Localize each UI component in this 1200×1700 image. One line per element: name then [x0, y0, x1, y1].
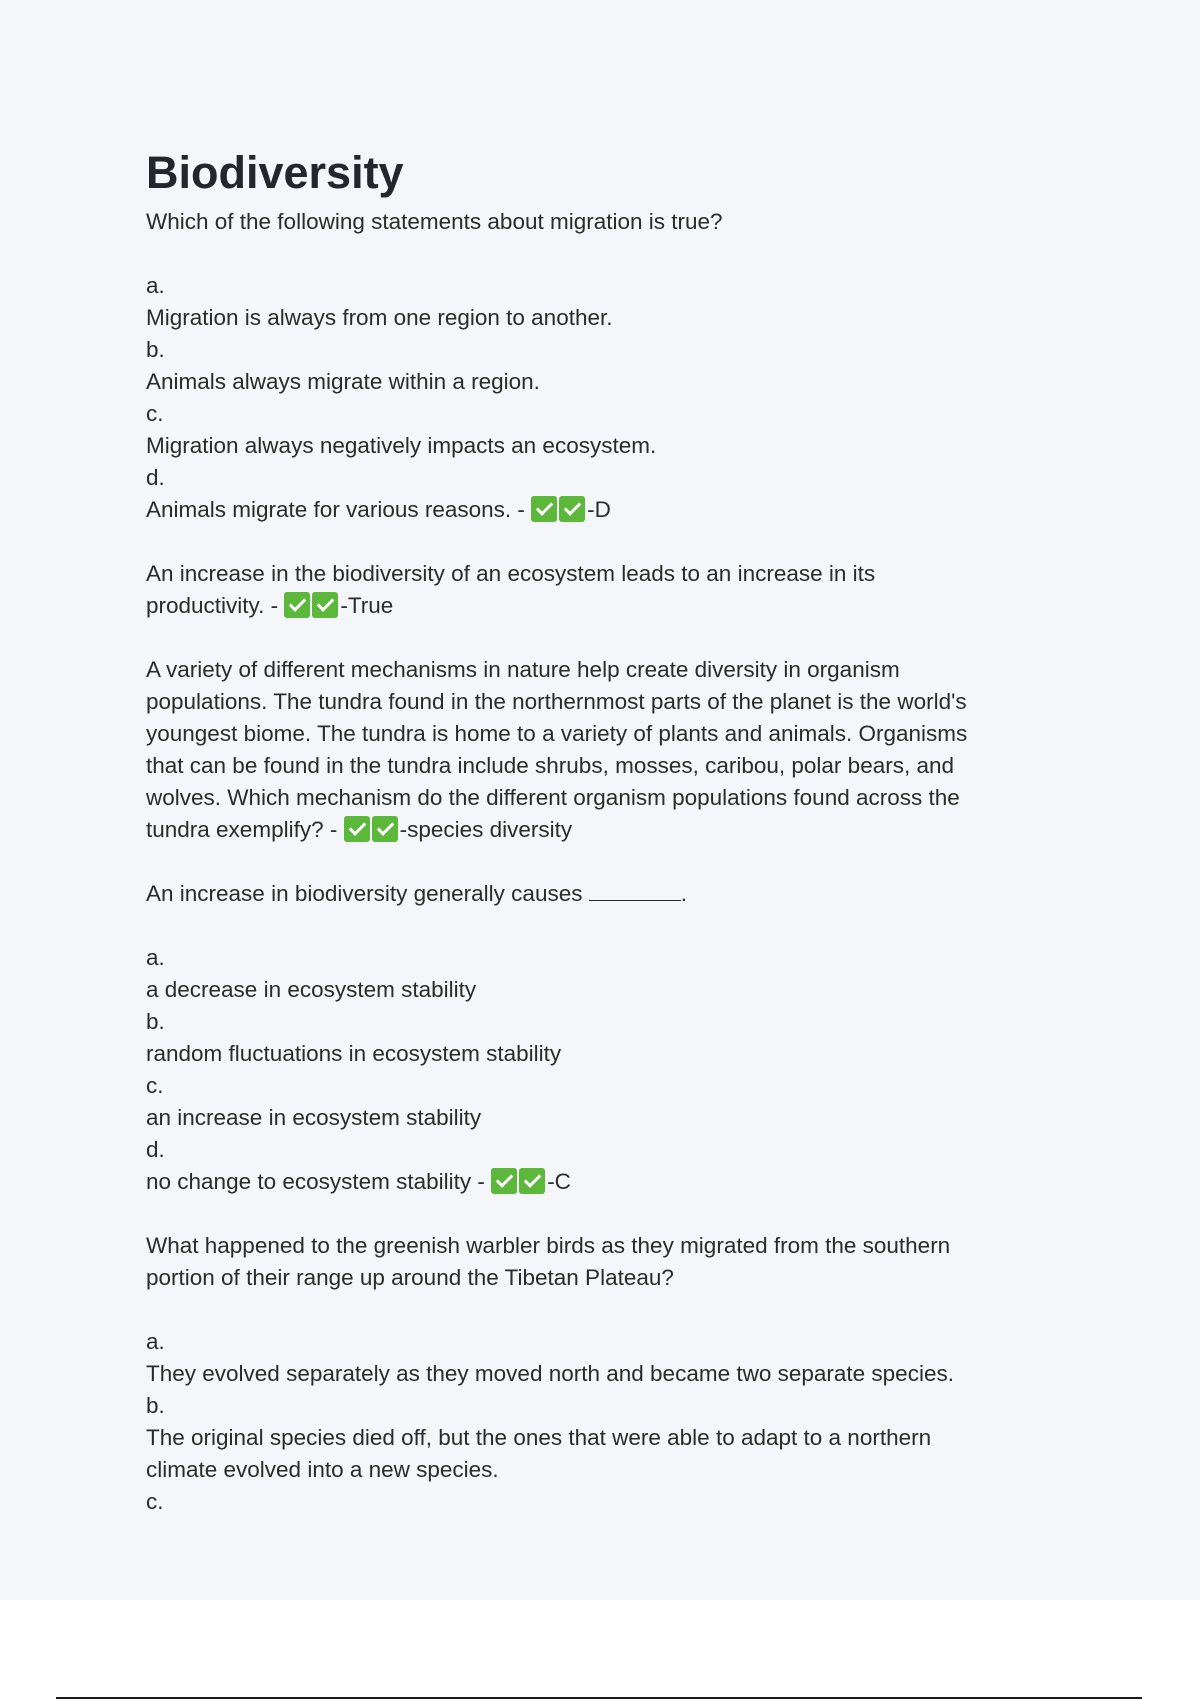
- question-2-line-2: [146, 590, 1046, 622]
- q1-option-d-letter: d.: [146, 465, 165, 490]
- question-4-text: [146, 878, 1046, 910]
- check-icon: [284, 592, 310, 618]
- answer-checkmark-icon: [284, 593, 340, 618]
- q5-option-b-text-1: The original species died off, but the ones that were able to adapt to a northern: [146, 1425, 932, 1450]
- question-4-stem: An increase in biodiversity generally causes: [146, 881, 583, 906]
- answer-checkmark-icon: [491, 1169, 547, 1194]
- check-icon: [372, 816, 398, 842]
- q4-option-b-text: random fluctuations in ecosystem stability: [146, 1041, 562, 1066]
- check-icon: [344, 816, 370, 842]
- fill-in-blank: [589, 882, 681, 901]
- q1-option-c-text: Migration always negatively impacts an ecosystem.: [146, 433, 657, 458]
- question-3-line-2: populations. The tundra found in the northernmost parts of the planet is the world's: [146, 689, 967, 714]
- q1-option-c-letter: c.: [146, 401, 164, 426]
- question-3-line-6: [146, 814, 1046, 846]
- q5-option-c-letter: c.: [146, 1489, 164, 1514]
- q1-option-d-line: [146, 494, 1046, 526]
- question-3-line-6-text: tundra exemplify? -: [146, 817, 338, 842]
- q1-answer: -D: [587, 497, 611, 522]
- q5-option-a-letter: a.: [146, 1329, 165, 1354]
- question-3-line-4: that can be found in the tundra include shrubs, mosses, caribou, polar bears, and: [146, 753, 955, 778]
- check-icon: [559, 496, 585, 522]
- q4-option-c-text: an increase in ecosystem stability: [146, 1105, 482, 1130]
- q4-option-a-text: a decrease in ecosystem stability: [146, 977, 477, 1002]
- q2-answer: -True: [340, 593, 394, 618]
- question-2-line-1: An increase in the biodiversity of an ecosystem leads to an increase in its: [146, 561, 876, 586]
- q1-option-d-text: Animals migrate for various reasons. -: [146, 497, 525, 522]
- q1-option-a-text: Migration is always from one region to another.: [146, 305, 613, 330]
- q4-option-b-letter: b.: [146, 1009, 165, 1034]
- q4-answer: -C: [547, 1169, 571, 1194]
- q5-option-b-text-2: climate evolved into a new species.: [146, 1457, 499, 1482]
- question-3-line-3: youngest biome. The tundra is home to a variety of plants and animals. Organisms: [146, 721, 968, 746]
- q1-option-b-text: Animals always migrate within a region.: [146, 369, 540, 394]
- answer-checkmark-icon: [531, 497, 587, 522]
- question-2-line-2-text: productivity. -: [146, 593, 279, 618]
- question-5-line-1: What happened to the greenish warbler birds as they migrated from the southern: [146, 1233, 951, 1258]
- question-1-text: Which of the following statements about migration is true?: [146, 209, 723, 234]
- check-icon: [491, 1168, 517, 1194]
- q4-option-d-line: [146, 1166, 1046, 1198]
- q1-option-b-letter: b.: [146, 337, 165, 362]
- question-3-line-5: wolves. Which mechanism do the different organism populations found across the: [146, 785, 960, 810]
- document-content: [146, 140, 1046, 1518]
- q4-option-d-text: no change to ecosystem stability -: [146, 1169, 485, 1194]
- footer-divider: [56, 1697, 1142, 1699]
- question-3-line-1: A variety of different mechanisms in nature help create diversity in organism: [146, 657, 900, 682]
- page-title: Biodiversity: [146, 147, 404, 198]
- q5-option-b-letter: b.: [146, 1393, 165, 1418]
- check-icon: [531, 496, 557, 522]
- q4-option-c-letter: c.: [146, 1073, 164, 1098]
- q4-option-d-letter: d.: [146, 1137, 165, 1162]
- q3-answer: -species diversity: [399, 817, 573, 842]
- question-5-line-2: portion of their range up around the Tibetan Plateau?: [146, 1265, 674, 1290]
- question-4-end: .: [680, 881, 688, 906]
- q1-option-a-letter: a.: [146, 273, 165, 298]
- answer-checkmark-icon: [344, 817, 400, 842]
- check-icon: [519, 1168, 545, 1194]
- q5-option-a-text: They evolved separately as they moved north and became two separate species.: [146, 1361, 954, 1386]
- q4-option-a-letter: a.: [146, 945, 165, 970]
- check-icon: [312, 592, 338, 618]
